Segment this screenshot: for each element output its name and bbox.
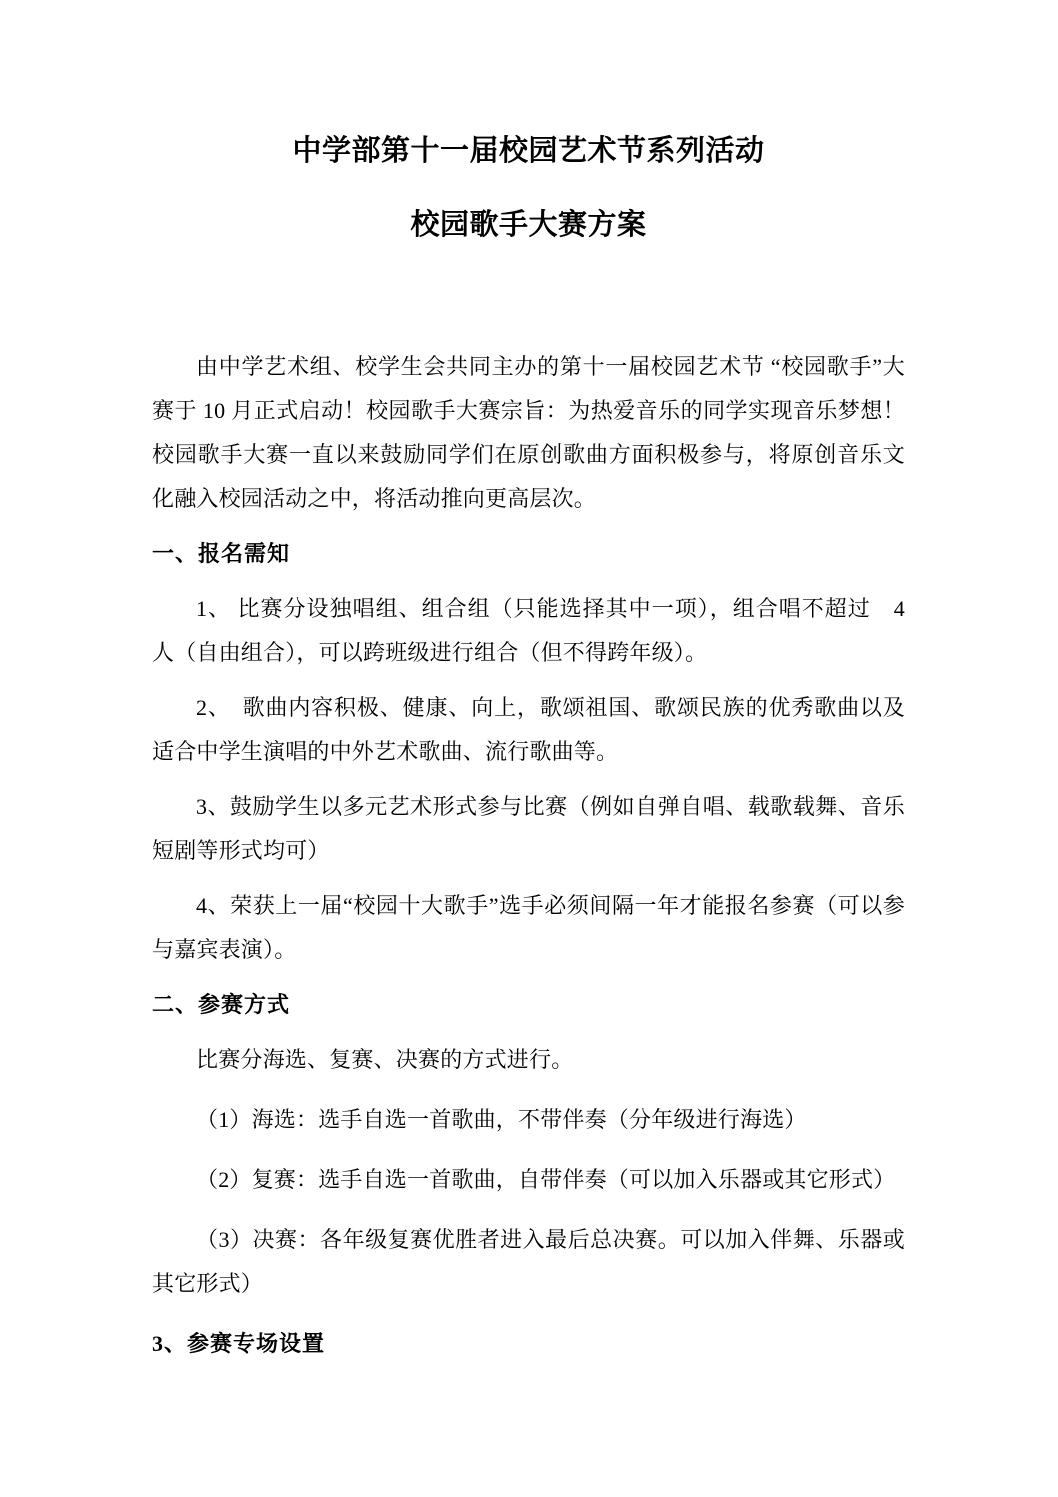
intro-paragraph: 由中学艺术组、校学生会共同主办的第十一届校园艺术节 “校园歌手”大赛于 10 月正式启动！校园歌手大赛宗旨：为热爱音乐的同学实现音乐梦想！校园歌手大赛一直以来鼓励同学们在原创歌曲方面积极参与，将原创音乐文化融入校园活动之中，将活动推向更高层次。 [152, 354, 905, 511]
section-1-item-4: 4、荣获上一届“校园十大歌手”选手必须间隔一年才能报名参赛（可以参与嘉宾表演）。 [152, 893, 905, 962]
section-2-intro: 比赛分海选、复赛、决赛的方式进行。 [196, 1047, 574, 1072]
section-2-item-2: （2）复赛：选手自选一首歌曲，自带伴奏（可以加入乐器或其它形式） [196, 1167, 896, 1192]
section-1-item-2: 2、 歌曲内容积极、健康、向上，歌颂祖国、歌颂民族的优秀歌曲以及适合中学生演唱的中外艺术歌曲、流行歌曲等。 [152, 695, 905, 764]
document-subtitle: 校园歌手大赛方案 [410, 209, 647, 241]
section-1-item-1: 1、 比赛分设独唱组、组合组（只能选择其中一项），组合唱不超过 4 人（自由组合），可以跨班级进行组合（但不得跨年级）。 [152, 596, 905, 665]
section-2-heading: 二、参赛方式 [152, 992, 291, 1017]
section-2-item-3: （3）决赛：各年级复赛优胜者进入最后总决赛。可以加入伴舞、乐器或其它形式） [152, 1227, 905, 1296]
section-2-item-1: （1）海选：选手自选一首歌曲，不带伴奏（分年级进行海选） [196, 1107, 807, 1132]
document-title: 中学部第十一届校园艺术节系列活动 [292, 135, 765, 167]
section-3-heading: 3、参赛专场设置 [152, 1331, 326, 1356]
section-1-item-3: 3、鼓励学生以多元艺术形式参与比赛（例如自弹自唱、载歌载舞、音乐短剧等形式均可） [152, 794, 905, 863]
section-1-heading: 一、报名需知 [152, 541, 291, 566]
